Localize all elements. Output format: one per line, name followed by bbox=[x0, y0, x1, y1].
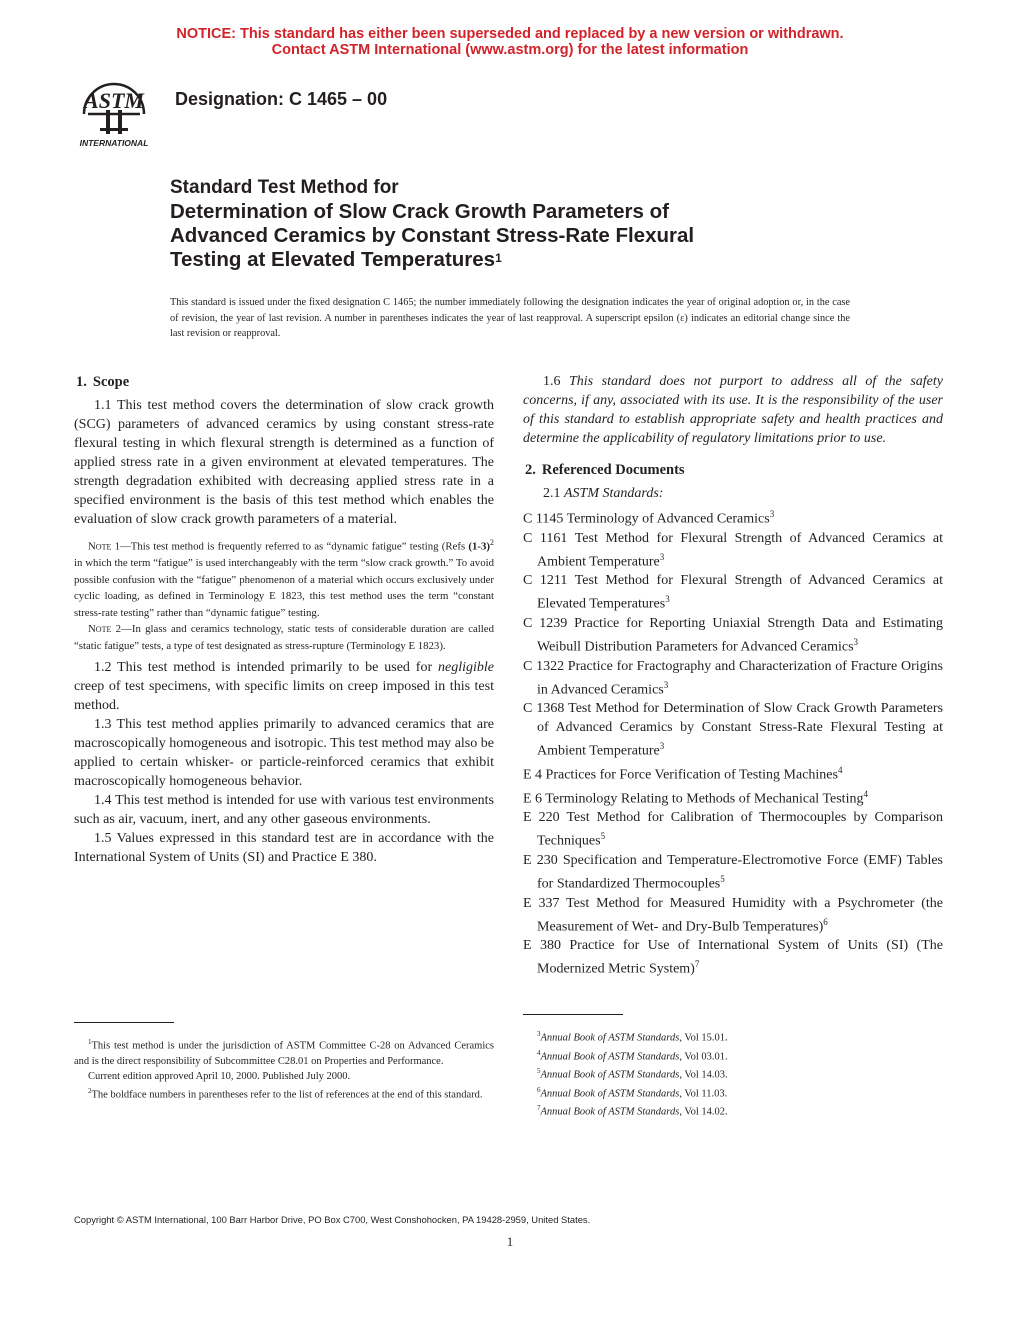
footnote-4: $^4$Annual Book of ASTM Standards, Vol 03.01. bbox=[537, 1048, 728, 1062]
footnote-rule bbox=[523, 1014, 623, 1015]
left-column bbox=[74, 372, 494, 867]
para-1-5: 1.5 Values expressed in this standard test are in accordance with the International System of Units (SI) and Practice E 380. bbox=[74, 831, 494, 866]
footnote-2: $^2$The boldface numbers in parentheses refer to the list of references at the end of this standard. bbox=[88, 1086, 483, 1100]
reference-item: C 1368 Test Method for Determination of Slow Crack Growth Parameters of Advanced Ceramics by Constant Stress-Rate Flexural Testing at Ambient Temperature$^3$ bbox=[523, 701, 943, 759]
footnote-rule bbox=[74, 1022, 174, 1023]
para-1-1: 1.1 This test method covers the determination of slow crack growth (SCG) parameters of advanced ceramics by using constant stress-rate flexural testing in which flexural strength is determined as a function of applied stress rate in a given environment at elevated temperatures. The strength degradation exhibited with decreasing applied stress rate in a specified environment is the basis of this test method which enables the evaluation of slow crack growth parameters of a material. bbox=[74, 398, 494, 527]
reference-item: C 1239 Practice for Reporting Uniaxial Strength Data and Estimating Weibull Distribution Parameters for Advanced Ceramics$^3$ bbox=[523, 615, 943, 655]
footnotes-right-list bbox=[523, 1027, 943, 1120]
reference-item: E 6 Terminology Relating to Methods of Mechanical Testing$^4$ bbox=[523, 788, 868, 807]
referenced-standards-list bbox=[523, 505, 943, 979]
para-1-4: 1.4 This test method is intended for use with various test environments such as air, vacuum, inert, and any other gaseous environments. bbox=[74, 793, 494, 828]
logo-text: ASTM bbox=[84, 88, 144, 113]
para-1-2: 1.2 This test method is intended primarily to be used for negligible creep of test specimens, with specific limits on creep imposed in this test method. bbox=[74, 660, 494, 714]
reference-item: E 230 Specification and Temperature-Electromotive Force (EMF) Tables for Standardized Thermocouples$^5$ bbox=[523, 852, 943, 892]
reference-item: C 1161 Test Method for Flexural Strength of Advanced Ceramics at Ambient Temperature$^3$ bbox=[523, 530, 943, 570]
reference-item: E 380 Practice for Use of International System of Units (SI) (The Modernized Metric System)$^7$ bbox=[523, 938, 943, 977]
reference-item: C 1211 Test Method for Flexural Strength of Advanced Ceramics at Elevated Temperatures$^3$ bbox=[523, 573, 943, 612]
title-line-2: Determination of Slow Crack Growth Parameters of bbox=[170, 200, 669, 223]
notice-line-1: NOTICE: This standard has either been superseded and replaced by a new version or withdrawn. bbox=[176, 26, 844, 42]
title-footnote-mark: 1 bbox=[495, 251, 502, 265]
astm-logo bbox=[66, 70, 162, 150]
footnote-1-current: Current edition approved April 10, 2000. Published July 2000. bbox=[88, 1070, 351, 1082]
para-1-6: 1.6 This standard does not purport to address all of the safety concerns, if any, associated with its use. It is the responsibility of the user of this standard to establish appropriate safety and health practices and determine the applicability of regulatory limitations prior to use. bbox=[523, 374, 943, 446]
page-number: 1 bbox=[506, 1234, 514, 1249]
footnote-1: $^1$This test method is under the jurisdiction of ASTM Committee C-28 on Advanced Ceramics and is the direct responsibility of Subcommittee C28.01 on Properties and Performance. bbox=[74, 1038, 494, 1067]
note-1: Note 1—This test method is frequently referred to as “dynamic fatigue” testing (Refs $(1-3)^2$ in which the term “fatigue” is used interchangeably with the term “slow crack growth.” To avoid possible confusion with the “fatigue” phenomenon of a material which occurs exclusively under cyclic loading, as defined in Terminology E 1823, this test method uses the term “constant stress-rate testing” rather than “dynamic fatigue” testing. bbox=[74, 538, 494, 619]
issued-statement: This standard is issued under the fixed designation C 1465; the number immediately following the designation indicates the year of original adoption or, in the case of revision, the year of last revision. A number in parentheses indicates the year of last reapproval. A superscript epsilon (ε) indicates an editorial change since the last revision or reapproval. bbox=[170, 297, 850, 339]
reference-item: E 337 Test Method for Measured Humidity with a Psychrometer (the Measurement of Wet- and Dry-Bulb Temperatures)$^6$ bbox=[523, 895, 943, 935]
footnote-3: $^3$Annual Book of ASTM Standards, Vol 15.01. bbox=[537, 1030, 728, 1044]
title-line-3: Advanced Ceramics by Constant Stress-Rate Flexural bbox=[170, 224, 695, 247]
document-title bbox=[170, 176, 890, 272]
footnotes-left bbox=[74, 1022, 494, 1102]
reference-item: E 4 Practices for Force Verification of Testing Machines$^4$ bbox=[523, 764, 843, 783]
right-column bbox=[523, 372, 943, 979]
reference-item: C 1145 Terminology of Advanced Ceramics$^3$ bbox=[523, 509, 775, 527]
notice-line-2: Contact ASTM International (www.astm.org) for the latest information bbox=[271, 42, 749, 58]
note-2: Note 2—In glass and ceramics technology, static tests of considerable duration are called “static fatigue” tests, a type of test designated as stress-rupture (Terminology E 1823). bbox=[74, 623, 494, 652]
footnotes-right bbox=[523, 1014, 943, 1120]
logo-subtext: INTERNATIONAL bbox=[79, 138, 149, 148]
footnote-6: $^6$Annual Book of ASTM Standards, Vol 11.03. bbox=[537, 1085, 728, 1099]
referenced-documents-heading: 2. Referenced Documents bbox=[525, 462, 685, 478]
title-line-1: Standard Test Method for bbox=[170, 177, 399, 198]
reference-item: C 1322 Practice for Fractography and Characterization of Fracture Origins in Advanced Ceramics$^3$ bbox=[523, 658, 943, 698]
footnote-7: $^7$Annual Book of ASTM Standards, Vol 14.02. bbox=[537, 1104, 728, 1118]
reference-item: E 220 Test Method for Calibration of Thermocouples by Comparison Techniques$^5$ bbox=[523, 810, 943, 849]
footnote-5: $^5$Annual Book of ASTM Standards, Vol 14.03. bbox=[537, 1067, 728, 1081]
copyright: Copyright © ASTM International, 100 Barr Harbor Drive, PO Box C700, West Conshohocken, PA 19428-2959, United States. bbox=[74, 1214, 591, 1225]
scope-heading: 1. Scope bbox=[76, 374, 130, 390]
astm-standards-label: 2.1 ASTM Standards: bbox=[543, 486, 664, 501]
notice-banner bbox=[0, 26, 1020, 58]
para-1-3: 1.3 This test method applies primarily to advanced ceramics that are macroscopically homogeneous and isotropic. This test method may also be applied to certain whisker- or particle-reinforced ceramics that exhibit macroscopically homogeneous behavior. bbox=[74, 717, 494, 790]
title-line-4: Testing at Elevated Temperatures bbox=[170, 248, 496, 271]
designation: Designation: C 1465 – 00 bbox=[175, 89, 388, 109]
